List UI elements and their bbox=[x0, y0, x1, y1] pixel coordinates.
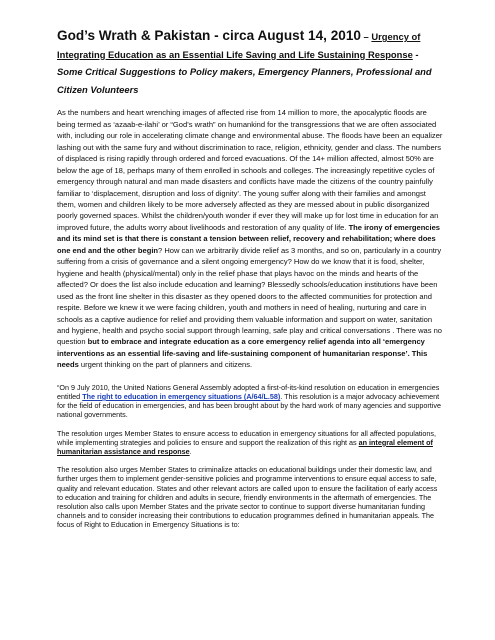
para1-bold-b: but to embrace and integrate education as a core emergency relief agenda into all ‘emergency interventions as an essential life-saving and life-sustaining component of humanitarian response’. bbox=[57, 337, 425, 358]
para4-text: The resolution also urges Member States to criminalize attacks on educational buildings under their domestic law, and further urges them to implement gender-sensitive policies and programme interventions to ensure equal access to safe, quality and relevant education. States and other relevant actors are called upon to ensure the facilitation of early access to education and training for children and adults in secure, friendly environments in the aftermath of emergencies. The resolution also calls upon Member States and the private sector to continue to support diverse humanitarian funding channels and to consider increasing their contributions to education programmes defined in humanitarian appeals. The focus of Right to Education in Emergency Situations is to: bbox=[57, 465, 438, 530]
para2-text-b: . This resolution is a major advocacy achievement for the field of education in emergencies, and has been brought about by the hard work of many agencies and supportive national governments. bbox=[57, 392, 441, 420]
para1-text-c: urgent thinking on the part of planners and citizens. bbox=[78, 360, 253, 370]
paragraph-3 bbox=[57, 429, 445, 457]
para3-text-b: . bbox=[189, 447, 192, 457]
spacer bbox=[57, 420, 445, 429]
para2-text-a: “On 9 July 2010, the United Nations General Assembly adopted a first-of-its-kind resolution on education in emergencies entitled bbox=[57, 382, 440, 401]
para3-underline: an integral element of humanitarian assistance and response bbox=[57, 437, 433, 457]
title-main: God’s Wrath & Pakistan - circa August 14, 2010 bbox=[57, 28, 361, 43]
para1-bold-c: This needs bbox=[57, 348, 428, 370]
document-title bbox=[57, 27, 445, 98]
spacer bbox=[57, 371, 445, 383]
para3-text-a: The resolution urges Member States to ensure access to education in emergency situations for all affected populations, while implementing strategies and policies to ensure and support the realization of this right as bbox=[57, 428, 437, 447]
title-subtitle: Some Critical Suggestions to Policy makers, Emergency Planners, Professional and Citizen Volunteers bbox=[57, 66, 432, 95]
para1-bold-a: The irony of emergencies and its mind set is that there is constant a tension between relief, recovery and rehabilitation; where does one end and the other begin bbox=[57, 222, 440, 255]
document-body bbox=[57, 27, 445, 530]
para1-text-a: As the numbers and heart wrenching images of affected rise from 14 million to more, the apocalyptic floods are being termed as ‘azaab-e-ilahi’ or “God’s wrath” on humankind for the transgressions that we are often associated with, including our role in accelerating climate change and environmental abuse. The floods have been an equalizer lashing out with the same fury and without discrimination to race, religion, ethnicity, gender and class. The numbers of displaced is rising rapidly through ordered and forced evacuations. Of the 14+ million affected, almost 50% are below the age of 18, perhaps many of them enrolled in schools and colleges. The increasingly repetitive cycles of emergency through natural and man made disasters and conflicts have made the citizens of the country painfully familiar to ‘displacement, disruption and loss of dignity’. The young suffer along with their families and amongst them, women and children likely to be more adversely affected as they are messed about in public disorganized poorly governed spaces. Whilst the children/youth wonder if ever they will make up for lost time in education for an improved future, the adults worry about livelihoods and restoration of any quality of life. bbox=[57, 108, 443, 232]
title-dash-2: - bbox=[412, 48, 419, 60]
para1-text-b: ? How can we arbitrarily divide relief as 3 months, and so on, particularly in a country suffering from a crisis of governance and a silent ongoing emergency? How do we know that it is food, shelter, hygiene and health (physical/mental) only in the relief phase that plays havoc on the minds and hearts of the affected? Or does the list also include education and learning? Blessedly schools/education institutions have been used as the front line shelter in this disaster as they opened doors to the affected communities for protection and respite. Before we knew it we were facing children, youth and mothers in need of healing, nurturing and care in schools as a captive audience for relief and providing them valuable information and support on water, sanitation and hygiene, health and psycho social support through learning, safe play and critical conversations . There was no question bbox=[57, 245, 442, 347]
paragraph-1 bbox=[57, 107, 445, 370]
spacer bbox=[57, 456, 445, 465]
title-urgency: Urgency of Integrating Education as an Essential Life Saving and Life Sustaining Response bbox=[57, 31, 421, 60]
resolution-link[interactable]: The right to education in emergency situations (A/64/L.58) bbox=[82, 392, 281, 401]
title-dash: – bbox=[360, 31, 372, 42]
paragraph-2 bbox=[57, 383, 445, 420]
paragraph-4 bbox=[57, 465, 445, 529]
